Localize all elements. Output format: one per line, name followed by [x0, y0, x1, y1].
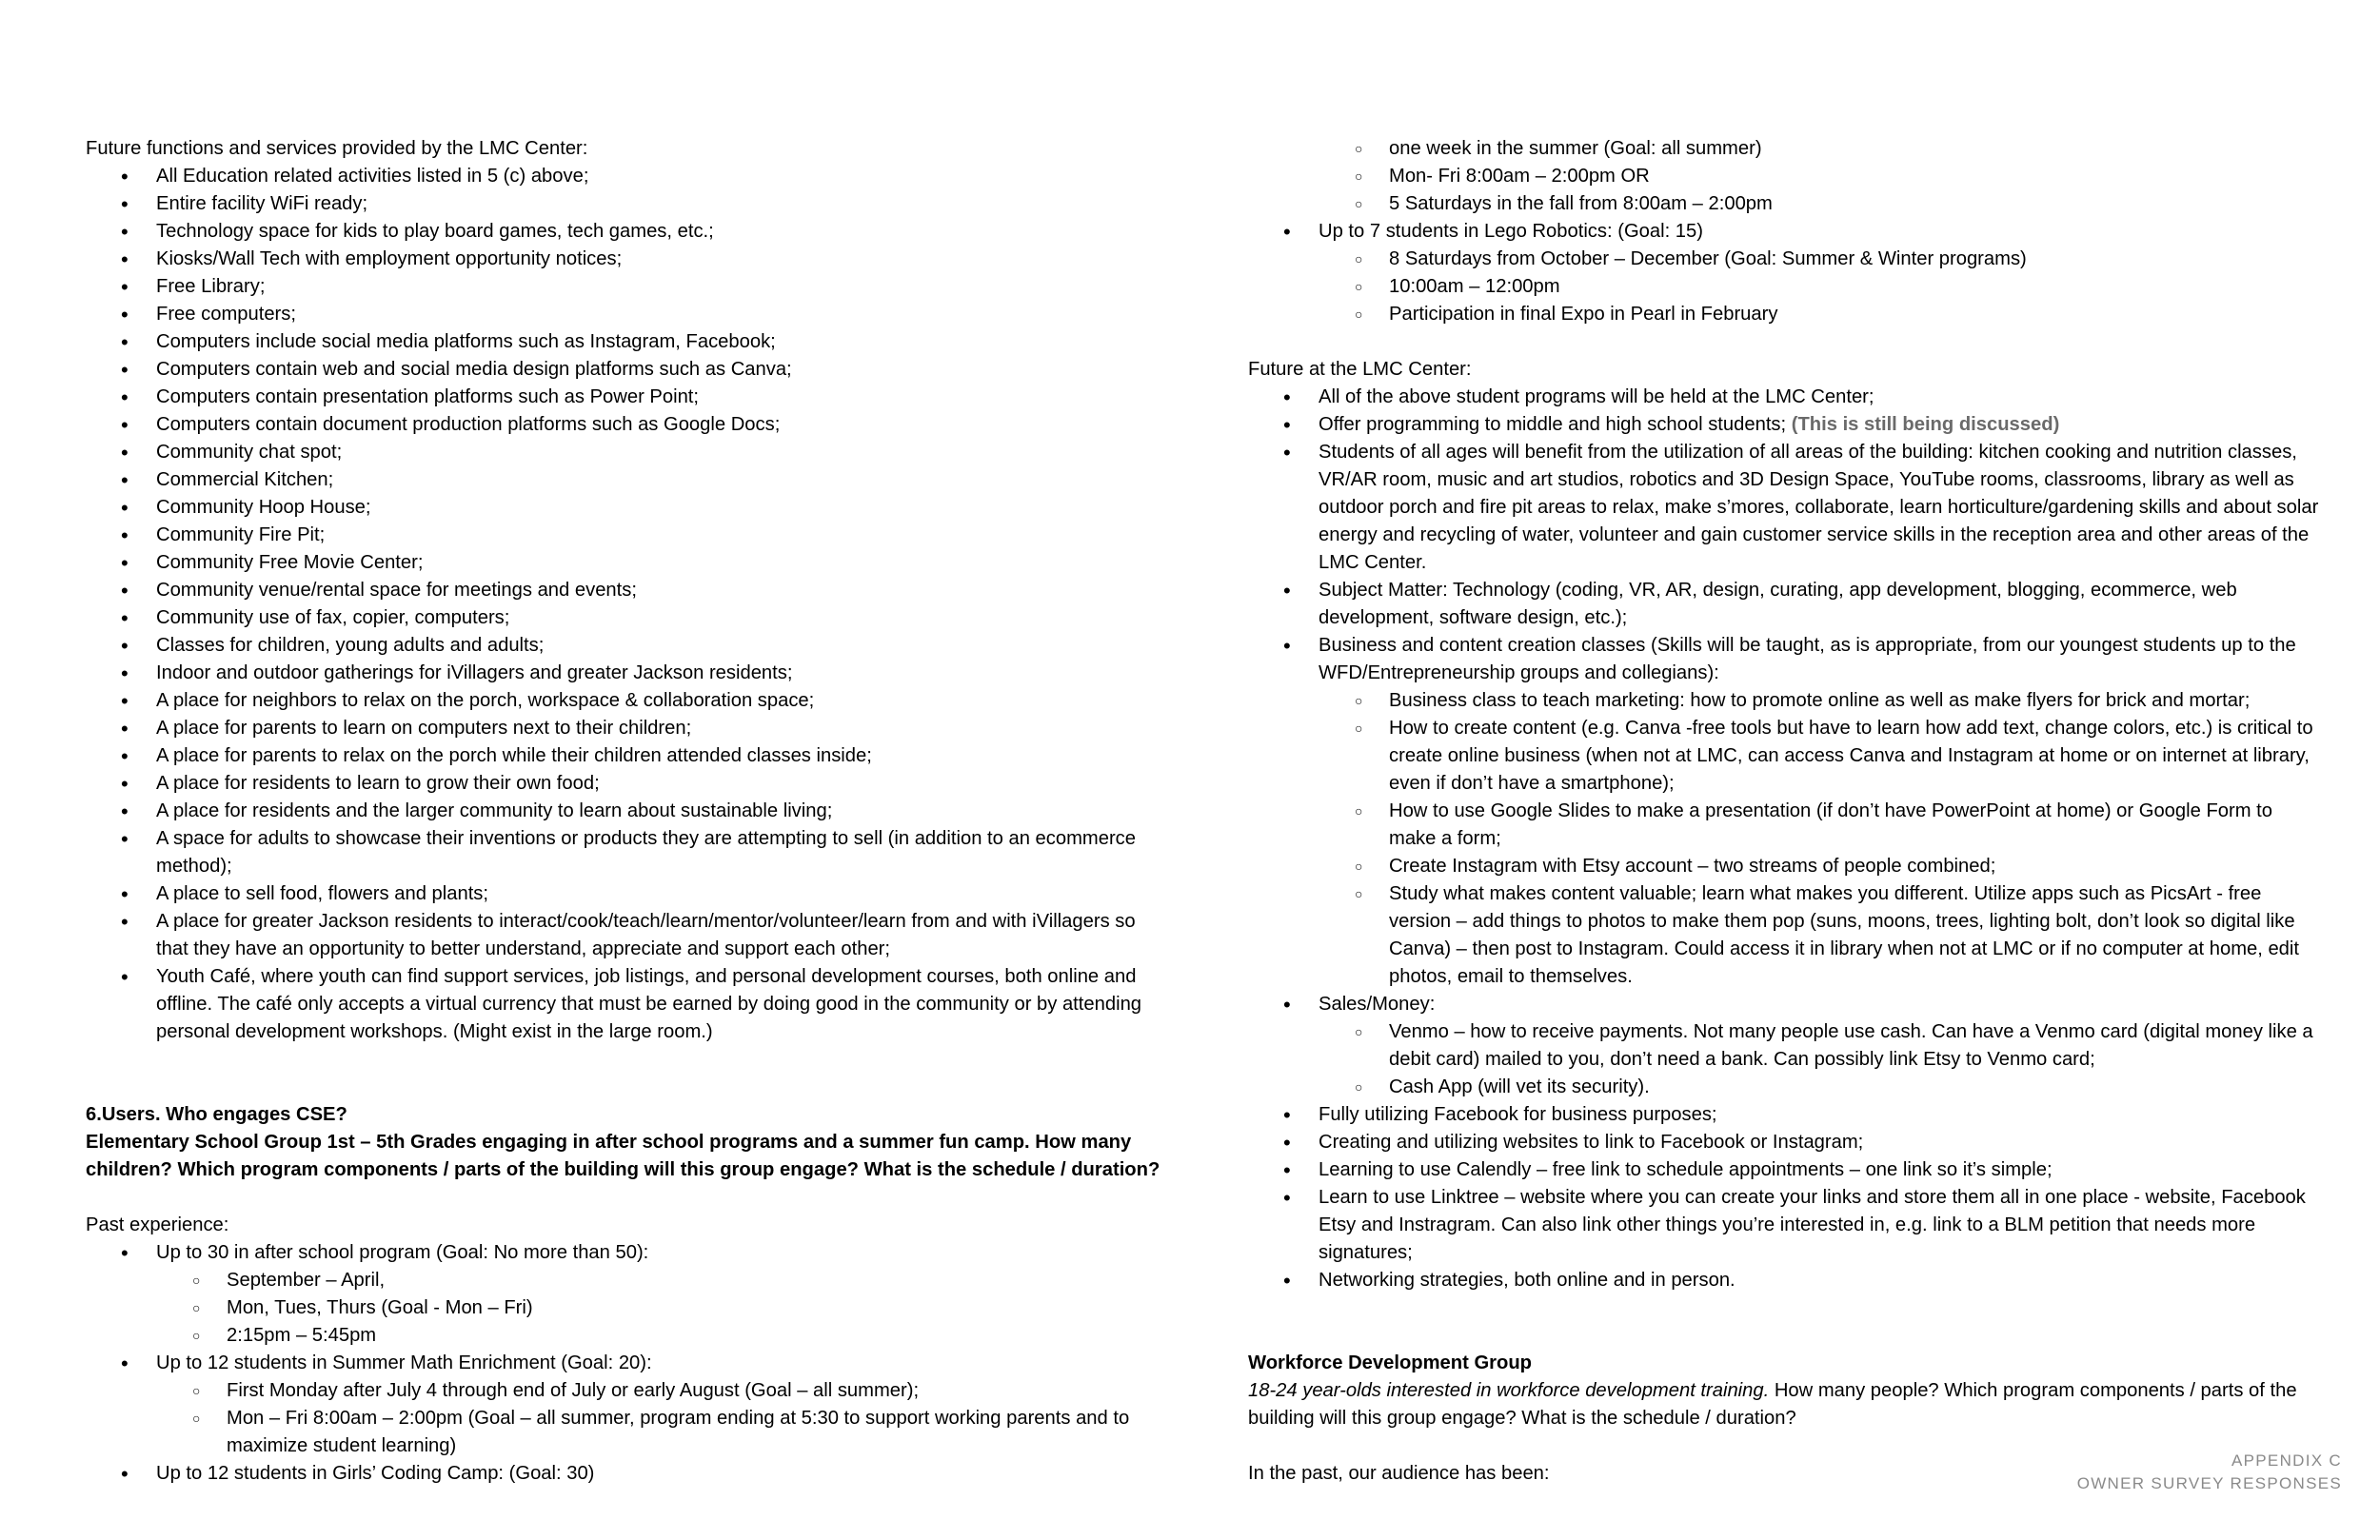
list-item	[1248, 411, 2324, 439]
future-list	[1248, 384, 2324, 1294]
list-item: • Computers include social media platforms such as Instagram, Facebook;	[86, 328, 1161, 356]
list-item: • Computers contain presentation platforms such as Power Point;	[86, 384, 1161, 411]
list-item: • Community chat spot;	[86, 439, 1161, 466]
sub-list-item: ○ 2:15pm – 5:45pm	[86, 1322, 1161, 1350]
sub-list-item: ○ Mon- Fri 8:00am – 2:00pm OR	[1248, 163, 2324, 190]
services-list	[86, 163, 1161, 1046]
list-item: • Learning to use Calendly – free link to schedule appointments – one link so it’s simple;	[1248, 1156, 2324, 1184]
list-item: • A place for parents to learn on computers next to their children;	[86, 715, 1161, 742]
list-item: • A place for greater Jackson residents to interact/cook/teach/learn/mentor/volunteer/learn from and with iVillagers so that they have an opportunity to better understand, appreciate and support each other;	[86, 908, 1161, 963]
list-item: • Computers contain web and social media design platforms such as Canva;	[86, 356, 1161, 384]
sub-list-item: ○ 10:00am – 12:00pm	[1248, 273, 2324, 301]
list-item-text: Offer programming to middle and high school students;	[1319, 414, 1787, 435]
list-item: • A place for residents to learn to grow their own food;	[86, 770, 1161, 798]
past-experience-label: Past experience:	[86, 1214, 229, 1235]
elementary-heading: Elementary School Group 1st – 5th Grades engaging in after school programs and a summer fun camp. How many children? Which program components / parts of the building will this group engage? What is the schedule / duration?	[86, 1132, 1160, 1180]
sub-list-item: ○ Business class to teach marketing: how to promote online as well as make flyers for brick and mortar;	[1248, 687, 2324, 715]
list-item: • Kiosks/Wall Tech with employment opportunity notices;	[86, 246, 1161, 273]
list-item: • Free Library;	[86, 273, 1161, 301]
appendix-subtitle: OWNER SURVEY RESPONSES	[2076, 1474, 2342, 1492]
list-item: • Community Free Movie Center;	[86, 549, 1161, 577]
right-column	[1248, 135, 2324, 1488]
list-item: • Community Fire Pit;	[86, 522, 1161, 549]
services-intro: Future functions and services provided by the LMC Center:	[86, 138, 588, 159]
sub-list-item: ○ 5 Saturdays in the fall from 8:00am – 2:00pm	[1248, 190, 2324, 218]
list-item: • Community use of fax, copier, computers;	[86, 604, 1161, 632]
wfd-description	[1248, 1377, 2324, 1432]
appendix-title: APPENDIX C	[2231, 1451, 2342, 1470]
wfd-heading: Workforce Development Group	[1248, 1352, 1533, 1373]
list-item: • Community Hoop House;	[86, 494, 1161, 522]
list-item: • Sales/Money:	[1248, 991, 2324, 1018]
sub-list-item: ○ September – April,	[86, 1267, 1161, 1294]
sub-list-item: ○ Create Instagram with Etsy account – two streams of people combined;	[1248, 853, 2324, 880]
list-item: • Creating and utilizing websites to link to Facebook or Instagram;	[1248, 1129, 2324, 1156]
sub-list-item: ○ one week in the summer (Goal: all summer)	[1248, 135, 2324, 163]
sub-list-item: ○ First Monday after July 4 through end of July or early August (Goal – all summer);	[86, 1377, 1161, 1405]
list-item: • Up to 30 in after school program (Goal: No more than 50):	[86, 1239, 1161, 1267]
section-heading: 6.Users. Who engages CSE?	[86, 1104, 347, 1125]
list-item: • Business and content creation classes (Skills will be taught, as is appropriate, from our youngest students up to the WFD/Entrepreneurship groups and collegians):	[1248, 632, 2324, 687]
list-item: • A place for parents to relax on the porch while their children attended classes inside;	[86, 742, 1161, 770]
list-item: • All of the above student programs will be held at the LMC Center;	[1248, 384, 2324, 411]
list-item: • Youth Café, where youth can find support services, job listings, and personal development courses, both online and offline. The café only accepts a virtual currency that must be earned by doing good in the community or by attending personal development workshops. (Might exist in the large room.)	[86, 963, 1161, 1046]
discussion-note: (This is still being discussed)	[1791, 414, 2060, 435]
left-column	[86, 135, 1161, 1488]
list-item: • Students of all ages will benefit from the utilization of all areas of the building: kitchen cooking and nutrition classes, VR/AR room, music and art studios, robotics and 3D Design Space, YouTube rooms, classrooms, library as well as outdoor porch and fire pit areas to relax, make s’mores, collaborate, learn horticulture/gardening skills and about solar energy and recycling of water, volunteer and gain customer service skills in the reception area and other areas of the LMC Center.	[1248, 439, 2324, 577]
past-audience-label: In the past, our audience has been:	[1248, 1463, 1550, 1484]
wfd-audience: 18-24 year-olds interested in workforce development training.	[1248, 1380, 1770, 1401]
sub-list-item: ○ Study what makes content valuable; learn what makes you different. Utilize apps such as PicsArt - free version – add things to photos to make them pop (suns, moons, trees, lighting bolt, don’t look so digital like Canva) – then post to Instagram. Could access it in library when not at LMC or if no computer at home, edit photos, email to themselves.	[1248, 880, 2324, 991]
list-item: • Indoor and outdoor gatherings for iVillagers and greater Jackson residents;	[86, 660, 1161, 687]
list-item: • A place for neighbors to relax on the porch, workspace & collaboration space;	[86, 687, 1161, 715]
sub-list-item: ○ Cash App (will vet its security).	[1248, 1074, 2324, 1101]
list-item: • Classes for children, young adults and adults;	[86, 632, 1161, 660]
list-item: • Commercial Kitchen;	[86, 466, 1161, 494]
list-item: • Technology space for kids to play board games, tech games, etc.;	[86, 218, 1161, 246]
list-item: • A space for adults to showcase their inventions or products they are attempting to sell (in addition to an ecommerce method);	[86, 825, 1161, 880]
sub-list-item: ○ How to create content (e.g. Canva -free tools but have to learn how add text, change colors, etc.) is critical to create online business (when not at LMC, can access Canva and Instagram at home or on internet at library, even if don’t have a smartphone);	[1248, 715, 2324, 798]
future-label: Future at the LMC Center:	[1248, 359, 1472, 380]
sub-list-item: ○ 8 Saturdays from October – December (Goal: Summer & Winter programs)	[1248, 246, 2324, 273]
list-item: • A place to sell food, flowers and plants;	[86, 880, 1161, 908]
list-item: • Free computers;	[86, 301, 1161, 328]
sub-list-item: ○ Mon, Tues, Thurs (Goal - Mon – Fri)	[86, 1294, 1161, 1322]
list-item: • All Education related activities listed in 5 (c) above;	[86, 163, 1161, 190]
list-item: • Networking strategies, both online and in person.	[1248, 1267, 2324, 1294]
past-experience-list	[86, 1239, 1161, 1488]
list-item: • A place for residents and the larger community to learn about sustainable living;	[86, 798, 1161, 825]
appendix-label	[2077, 1450, 2342, 1495]
list-item: • Up to 7 students in Lego Robotics: (Goal: 15)	[1248, 218, 2324, 246]
sub-list-item: ○ Participation in final Expo in Pearl in February	[1248, 301, 2324, 328]
list-item: • Subject Matter: Technology (coding, VR, AR, design, curating, app development, blogging, ecommerce, web development, software design, etc.);	[1248, 577, 2324, 632]
sub-list-item: ○ Venmo – how to receive payments. Not many people use cash. Can have a Venmo card (digital money like a debit card) mailed to you, don’t need a bank. Can possibly link Etsy to Venmo card;	[1248, 1018, 2324, 1074]
list-item: • Learn to use Linktree – website where you can create your links and store them all in one place - website, Facebook Etsy and Instragram. Can also link other things you’re interested in, e.g. link to a BLM petition that needs more signatures;	[1248, 1184, 2324, 1267]
list-item: • Up to 12 students in Girls’ Coding Camp: (Goal: 30)	[86, 1460, 1161, 1488]
sub-list-item: ○ Mon – Fri 8:00am – 2:00pm (Goal – all summer, program ending at 5:30 to support working parents and to maximize student learning)	[86, 1405, 1161, 1460]
list-item: • Fully utilizing Facebook for business purposes;	[1248, 1101, 2324, 1129]
list-item: • Community venue/rental space for meetings and events;	[86, 577, 1161, 604]
list-item: • Up to 12 students in Summer Math Enrichment (Goal: 20):	[86, 1350, 1161, 1377]
camp-sub-list	[1248, 135, 2324, 328]
list-item: • Computers contain document production platforms such as Google Docs;	[86, 411, 1161, 439]
list-item: • Entire facility WiFi ready;	[86, 190, 1161, 218]
sub-list-item: ○ How to use Google Slides to make a presentation (if don’t have PowerPoint at home) or Google Form to make a form;	[1248, 798, 2324, 853]
wfd-questions: How many people? Which program components / parts of the building will this group engage? What is the schedule / duration?	[1248, 1380, 2297, 1429]
